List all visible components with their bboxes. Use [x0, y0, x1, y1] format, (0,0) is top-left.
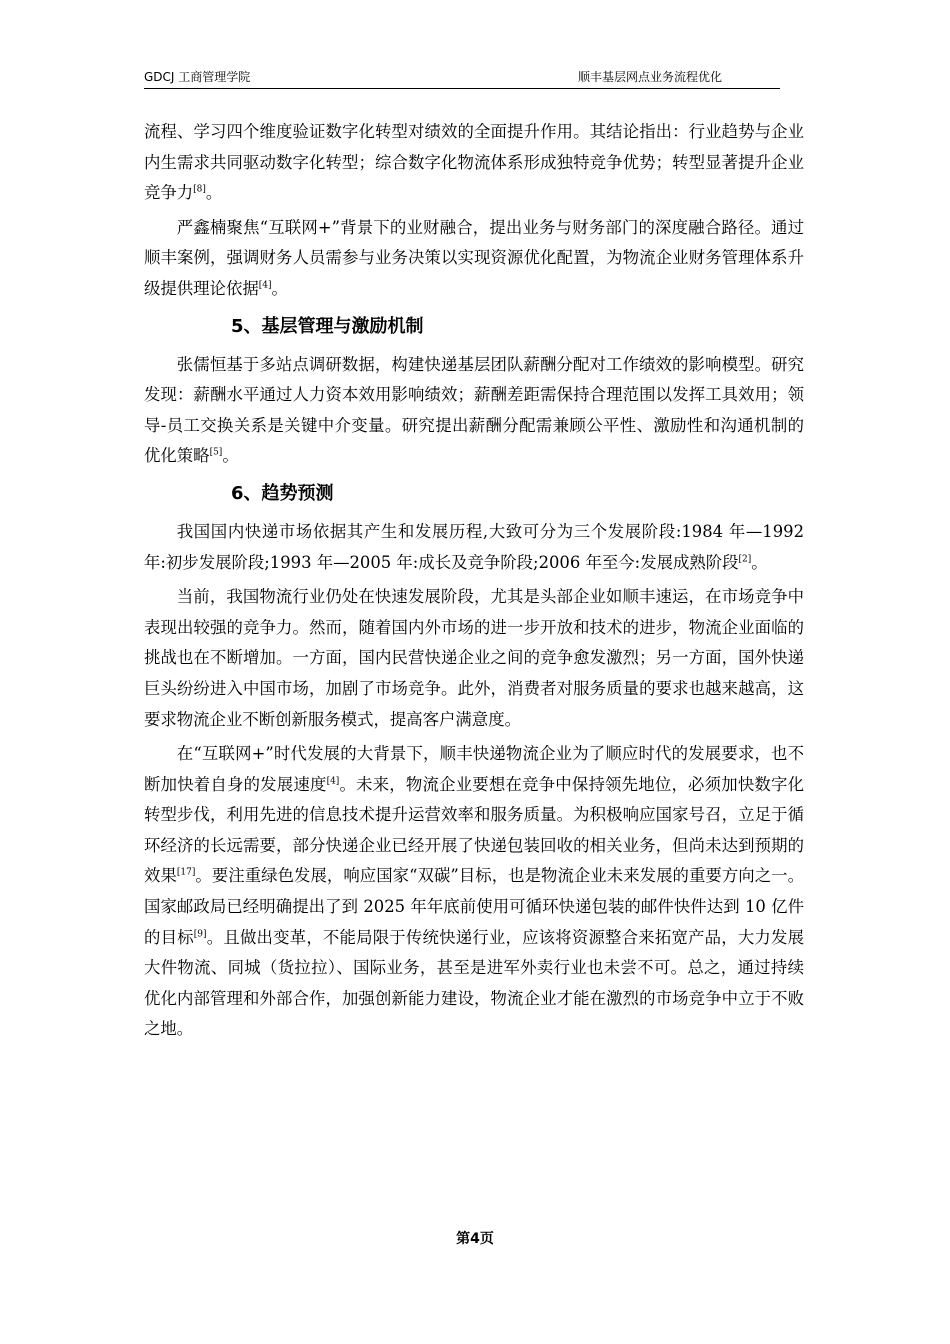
document-body	[144, 117, 804, 1045]
paragraph: 严鑫楠聚焦“互联网+”背景下的业财融合，提出业务与财务部门的深度融合路径。通过顺丰案例，强调财务人员需参与业务决策以实现资源优化配置，为物流企业财务管理体系升级提供理论依据[4]。	[144, 217, 804, 298]
paragraph: 在“互联网+”时代发展的大背景下，顺丰快递物流企业为了顺应时代的发展要求，也不断加快着自身的发展速度[4]。未来，物流企业要想在竞争中保持领先地位，必须加快数字化转型步伐，利用先进的信息技术提升运营效率和服务质量。为积极响应国家号召，立足于循环经济的长远需要，部分快递企业已经开展了快递包装回收的相关业务，但尚未达到预期的效果[17]。要注重绿色发展，响应国家“双碳”目标，也是物流企业未来发展的重要方向之一。国家邮政局已经明确提出了到 2025 年年底前使用可循环快递包装的邮件快件达到 10 亿件的目标[9]。且做出变革，不能局限于传统快递行业，应该将资源整合来拓宽产品，大力发展大件物流、同城（货拉拉）、国际业务，甚至是进军外卖行业也未尝不可。总之，通过持续优化内部管理和外部合作，加强创新能力建设，物流企业才能在激烈的市场竞争中立于不败之地。	[144, 744, 805, 1039]
paragraph: 张儒恒基于多站点调研数据，构建快递基层团队薪酬分配对工作绩效的影响模型。研究发现：薪酬水平通过人力资本效用影响绩效；薪酬差距需保持合理范围以发挥工具效用；领导-员工交换关系是关键中介变量。研究提出薪酬分配需兼顾公平性、激励性和沟通机制的优化策略[5]。	[144, 354, 804, 466]
citation: [9]	[193, 929, 207, 940]
citation: [4]	[326, 776, 340, 787]
paragraph: 流程、学习四个维度验证数字化转型对绩效的全面提升作用。其结论指出：行业趋势与企业内生需求共同驱动数字化转型；综合数字化物流体系形成独特竞争优势；转型显著提升企业竞争力[8]。	[144, 122, 804, 203]
citation: [4]	[258, 280, 272, 291]
paragraph: 当前，我国物流行业仍处在快速发展阶段，尤其是头部企业如顺丰速运，在市场竞争中表现出较强的竞争力。然而，随着国内外市场的进一步开放和技术的进步，物流企业面临的挑战也在不断增加。一方面，国内民营快递企业之间的竞争愈发激烈；另一方面，国外快递巨头纷纷进入中国市场，加剧了市场竞争。此外，消费者对服务质量的要求也越来越高，这要求物流企业不断创新服务模式，提高客户满意度。	[144, 587, 804, 729]
paragraph: 我国国内快递市场依据其产生和发展历程,大致可分为三个发展阶段:1984 年—1992 年:初步发展阶段;1993 年—2005 年:成长及竞争阶段;2006 年至今:发展成熟阶段[2]。	[144, 521, 804, 572]
section-heading: 5、基层管理与激励机制	[231, 316, 424, 338]
citation: [8]	[193, 184, 206, 195]
page-header	[144, 68, 780, 89]
citation: [2]	[738, 554, 752, 565]
citation: [17]	[176, 868, 196, 878]
page-number: 第4页	[456, 1231, 494, 1247]
citation: [5]	[209, 447, 223, 458]
section-heading: 6、趋势预测	[231, 483, 334, 505]
header-institution: GDCJ 工商管理学院	[144, 70, 251, 84]
header-title: 顺丰基层网点业务流程优化	[577, 70, 722, 84]
